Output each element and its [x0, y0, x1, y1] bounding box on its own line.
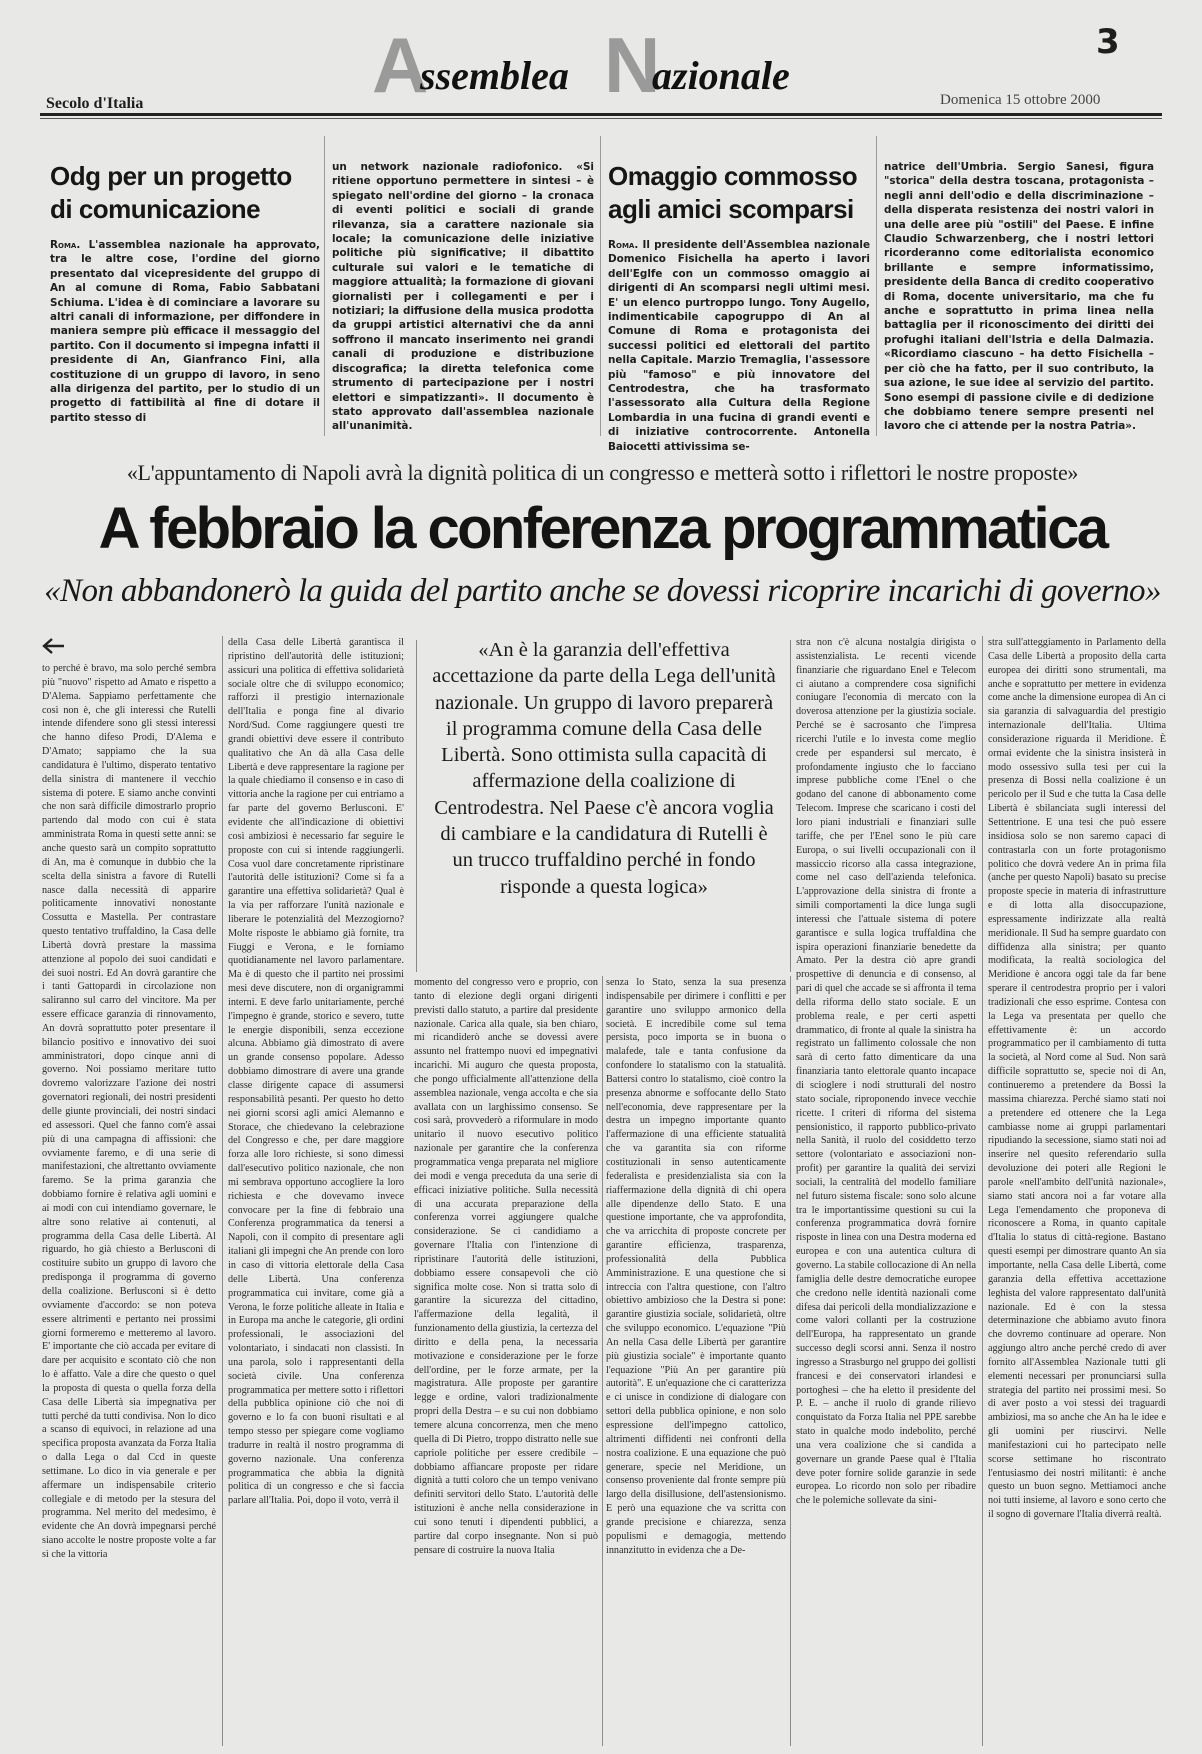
pull-quote-rule — [790, 640, 791, 972]
main-subheadline: «Non abbandonerò la guida del partito anche se dovessi ricoprire incarichi di governo» — [44, 573, 1161, 609]
main-kicker: «L'appuntamento di Napoli avrà la dignità politica di un congresso e metterà sotto i riflettori le nostre proposte» — [126, 460, 1079, 485]
main-article-column-6 — [988, 636, 1166, 1750]
main-article-column-2 — [228, 636, 404, 1750]
column-rule — [876, 136, 877, 436]
article-headline: Odg per un progetto di comunicazione — [50, 161, 292, 224]
masthead-word: azionale — [652, 53, 790, 98]
column-rule — [324, 136, 325, 436]
dateline: Roma. — [50, 239, 81, 251]
article-text — [50, 238, 320, 425]
article-text: natrice dell'Umbria. Sergio Sanesi, figura "storica" della destra toscana, protagonista – negli anni dell'odio e della discriminazione – della disperata resistenza dei nostri valori in una delle aree più "ostili" del Paese. E infine Claudio Schwarzenberg, che i nostri lettori ricorderanno come editorialista economico brillante e sempre informatissimo, presidente della Banca di credito cooperativo di Roma, docente universitario, ma che fu anche e soprattutto in prima linea nella battaglia per il riconoscimento dei diritti dei profughi italiani dell'Istria e della Dalmazia. «Ricordiamo ciascuno – ha detto Fisichella – per ciò che ha fatto, per il suo contributo, la sua azione, le sue idee al servizio del partito. Sono esempi di passione civile e di dedizione che dobbiamo tenere sempre presenti nel lavoro che ci attende per la nostra Patria». — [884, 161, 1154, 433]
masthead-word: ssemblea — [420, 53, 569, 98]
article-headline: Omaggio commosso agli amici scomparsi — [608, 161, 858, 224]
continuation-arrow-icon — [40, 636, 66, 656]
main-article-column-1 — [42, 662, 216, 1750]
article-text-body: L'assemblea nazionale ha approvato, tra le altre cose, l'ordine del giorno presentato dal vicepresidente del gruppo di An al comune di Roma, Fabio Sabbatani Schiuma. L'idea è di cominciare a lavorare su altri canali di informazione, per diffondere in maniera sempre più efficace il messaggio del partito. Con il documento si impegna infatti il presidente di An, Gianfranco Fini, alla costituzione di un gruppo di lavoro, in seno alla dirigenza del partito, per lo studio di un progetto di fattibilità al fine di dotare il partito stesso di — [50, 239, 320, 424]
newspaper-name: Secolo d'Italia — [46, 95, 144, 112]
column-rule — [222, 636, 223, 1746]
column-rule — [602, 976, 603, 1746]
masthead-initial: N — [604, 21, 661, 109]
header-rule-thin — [40, 118, 1162, 119]
main-article-column-4 — [606, 976, 786, 1750]
main-article-column-5 — [796, 636, 976, 1750]
section-masthead — [372, 21, 892, 109]
pull-quote-rule — [416, 640, 417, 972]
column-rule — [600, 136, 601, 436]
article-omaggio — [608, 160, 870, 455]
article-odg — [50, 160, 320, 455]
article-text: un network nazionale radiofonico. «Si ritiene opportuno permettere in sintesi – è spiegato nell'ordine del giorno – la cronaca di eventi politici e sociali di grande rilevanza, sia a carattere nazionale sia locale; la comunicazione delle iniziative politiche più significative; il dibattito culturale sui valori e le tematiche di maggiore attualità; la formazione di giovani giornalisti per i collegamenti e per i notiziari; la diffusione della musica prodotta da gruppi artistici alternativi che da anni soffrono il mancato inserimento nei grandi canali di produzione e distribuzione discografica; la diretta telefonica come strumento di partecipazione per i nostri elettori e simpatizzanti». Il documento è stato approvato dall'assemblea nazionale all'unanimità. — [332, 161, 594, 433]
pull-quote: «An è la garanzia dell'effettiva accettazione da parte della Lega dell'unità nazionale. Un gruppo di lavoro preparerà il programma comune della Casa delle Libertà. Sono ottimista sulla capacità di affermazione della coalizione di Centrodestra. Nel Paese c'è ancora voglia di cambiare e la candidatura di Rutelli è un trucco truffaldino perché in fondo risponde a questa logica» — [432, 639, 776, 898]
article-text: momento del congresso vero e proprio, con tanto di elezione degli organi dirigenti previsti dallo statuto, a partire dal presidente nazionale. Carica alla quale, sia ben chiaro, mi ricandiderò anche se dovessi avere assunto nel frattempo nuovi ed impegnativi incarichi. Mi auguro che questa proposta, che pongo ufficialmente all'attenzione della assemblea nazionale, venga accolta e che sia avallata con un larghissimo consenso. Se così sarà, provvederò a riformulare in modo unitario il nuovo esecutivo politico nazionale per garantire che la conferenza programmatica venga preparata nel migliore dei modi e venga preceduta da una serie di efficaci iniziative politiche. Sulla necessità di una accurata preparazione della conferenza vorrei aggiungere qualche considerazione. Se ci candidiamo a governare l'Italia con l'intenzione di ripristinare l'autorità delle istituzioni, dobbiamo essere consapevoli che ciò significa molte cose. Non si tratta solo di garantire la sicurezza del cittadino, l'affermazione della legalità, il funzionamento della giustizia, la certezza del diritto e della pena, la necessaria motivazione e considerazione per le forze dell'ordine, per le forze armate, per la magistratura. Alle proposte per garantire legge e ordine, valori tradizionalmente propri della Destra – e su cui non dobbiamo temere alcuna concorrenza, men che meno quella di Di Pietro, troppo distratto nelle sue capriole politiche per essere credibile – dobbiamo affiancare proposte per ridare dignità a tutti coloro che un tempo venivano definiti servitori dello Stato. L'autorità delle istituzioni è anche nella considerazione in cui sono tenuti i dipendenti pubblici, a partire dal corpo insegnante. Non si può pensare di costruire la nuova Italia — [414, 977, 598, 1556]
issue-date: Domenica 15 ottobre 2000 — [940, 92, 1101, 108]
main-article-column-3 — [414, 976, 598, 1750]
column-rule — [982, 636, 983, 1746]
main-headline: A febbraio la conferenza programmatica — [98, 496, 1107, 561]
article-text: stra sull'atteggiamento in Parlamento della Casa delle Libertà a proposito della carta europea dei diritti sono strumentali, ma anche e soprattutto per mettere in evidenza come anche la dimensione europea di An ci sia garanzia di salvaguardia del prestigio internazionale dell'Italia. Ultima considerazione riguarda il Meridione. È ormai evidente che la sinistra insisterà in modo ossessivo sulla tesi per cui la presenza di Bossi nella coalizione è un pericolo per il Sud e che tutta la Casa delle Libertà è sbilanciata sugli interessi del Settentrione. E una tesi che può essere insidiosa solo se non saremo capaci di contrastarla con un forte protagonismo politico che dovrà vedere An in prima fila (anche per questo Napoli) basato su precise proposte specie in materia di infrastrutture e di lotta alla disoccupazione, espressamente indirizzate alla realtà meridionale. Il Sud ha sempre guardato con diffidenza alla sinistra; per quanto modificata, la realtà sociologica del Meridione è ancora oggi tale da far bene sperare il centrodestra proprio per i valori tradizionali che esso esprime. Contesa con la Lega va presentata per quello che effettivamente è: un accordo programmatico per il cambiamento di tutta la società, al Nord come al Sud. Non sarà difficile soprattutto se, specie noi di An, continueremo a pretendere da Bossi la massima chiarezza. Perché siamo stati noi a pretendere ed ottenere che la Lega cambiasse nome ai gruppi parlamentari ripudiando la secessione, siamo stati noi ad inserire nel quesito referendario sulla devoluzione dei poteri alle Regioni le parole «nell'ambito dell'unità nazionale», siamo stati ancora noi a far votare alla Lega l'emendamento che proponeva di riconoscere a Roma, in quanto capitale d'Italia lo status di città-regione. Bastano questi esempi per dimostrare quanto An sia importante, nella Casa delle Libertà, come garanzia della effettiva accettazione leghista del valore rappresentato dall'unità nazionale. Ed è con la stessa determinazione che abbiamo avuto finora che dovremo continuare ad operare. Non aggiungo altro anche perché credo di aver fornito all'Assemblea Nazionale tutti gli elementi necessari per pronunciarsi sulla strategia del partito nei prossimi mesi. So di aver posto a voi stessi dei traguardi ambiziosi, ma so anche che An ha le idee e gli uomini per riuscirvi. Nelle manifestazioni cui ho partecipato nelle scorse settimane ho riscontrato l'entusiasmo dei nostri militanti: è anche questo un buon segno. Mettiamoci anche noi tutti insieme, al lavoro e sono certo che il sogno di governare l'Italia diverrà realtà. — [988, 637, 1166, 1521]
dateline: Roma. — [608, 239, 639, 251]
article-text: della Casa delle Libertà garantisca il ripristino dell'autorità delle istituzioni; assicuri una politica di effettiva solidarietà sociale oltre che di sviluppo economico; rafforzi il prestigio internazionale dell'Italia e ponga fine al divario Nord/Sud. Come raggiungere questi tre grandi obiettivi deve essere il contributo qualitativo che An dà alla Casa delle Libertà e deve rappresentare la ragione per la quale chiediamo il consenso e in caso di vittoria anche la ragione per cui entriamo a far parte del governo Berlusconi. E' evidente che all'indicazione di obiettivi così ambiziosi è necessario far seguire le proposte con cui si intende raggiungerli. Cosa vuol dare concretamente ripristinare l'autorità delle istituzioni? Come si fa a garantire una effettiva solidarietà? Qual è la via per rafforzare l'unità nazionale e liberare le potenzialità del Mezzogiorno? Molte risposte le abbiamo già fornite, tra Fiuggi e Verona, e le forniamo quotidianamente nel lavoro parlamentare. Ma è di questo che il partito nei prossimi mesi deve discutere, non di organigrammi interni. E deve farlo unitariamente, perché l'impegno è grande, storico e severo, tutte le energie disponibili, senza eccezione alcuna. Abbiamo già dimostrato di avere un grande consenso popolare. Adesso dobbiamo dimostrare di avere una grande classe dirigente capace di assumersi responsabilità pesanti. Per questo ho detto nei giorni scorsi agli amici Alemanno e Storace, che chiedevano la celebrazione del Congresso e che, per dare maggiore forza alle loro richieste, si sono dimessi dall'esecutivo politico nazionale, che non mi sembrava opportuno accogliere la loro richiesta e che dovevamo invece convocare per la fine di febbraio una Conferenza programmatica da tenersi a Napoli, con il compito di presentare agli italiani gli impegni che An prende con loro in caso di vittoria elettorale della Casa delle Libertà. Una conferenza programmatica cui invitare, come già a Verona, le forze politiche alleate in Italia e in Europa ma anche le categorie, gli ordini professionali, le associazioni del volontariato, i sindacati non classisti. In una parola, solo i rappresentanti della società civile. Una conferenza programmatica per mettere sotto i riflettori della pubblica opinione ciò che noi di governo e lo fa con buoni risultati e al tempo stesso per spiegare come vogliamo tradurre in realtà il nostro programma di governo nazionale. Una conferenza programmatica che abbia la dignità politica di un congresso e che si faccia parlare all'Italia. Poi, dopo il voto, verrà il — [228, 637, 404, 1507]
article-text: senza lo Stato, senza la sua presenza indispensabile per dirimere i conflitti e per garantire uno sviluppo armonico della società. E incredibile come sul tema persista, poco importa se in buona o malafede, tale e tanta confusione da confondere lo statalismo con la statualità. Battersi contro lo statalismo, cioè contro la presenza abnorme e soffocante dello Stato nell'economia, deve rappresentare per la destra un impegno importante quanto l'affermazione di una efficiente statualità che va garantita sia con riforme costituzionali in senso autenticamente federalista e presidenzialista sia con la riaffermazione della dignità di chi opera alle dipendenze dello Stato. E una questione importante, che va approfondita, che va arricchita di proposte concrete per garantire efficienza, trasparenza, professionalità della Pubblica Amministrazione. E una questione che si intreccia con l'altra questione, con l'altro obiettivo ambizioso che la Destra si pone: garantire giustizia sociale, solidarietà, oltre che sviluppo economico. L'equazione "Più An nella Casa delle Libertà per garantire più giustizia sociale" è importante quanto l'equazione "Più An per garantire più autorità". E un'equazione che ci caratterizza e ci unisce in condizione di dialogare con settori della pubblica opinione, e non solo espressione dell'impegno cattolico, altrimenti diffidenti nei confronti della nostra coalizione. E una equazione che può generare, specie nel Meridione, un consenso proveniente dal fronte sempre più largo della disillusione, dell'astensionismo. E però una equazione che va scritta con grande precisione e chiarezza, senza populismi e demagogia, mettendo innanzitutto in evidenza che a De- — [606, 977, 786, 1556]
article-text: stra non c'è alcuna nostalgia dirigista o assistenzialista. Le recenti vicende finanziarie che riguardano Enel e Telecom ci aiutano a comprendere cosa significhi coniugare l'economia di mercato con la doverosa attenzione per la giustizia sociale. Perché se è sacrosanto che l'impresa ricerchi l'utile e lo investa come meglio crede per espandersi sul mercato, è profondamente ingiusto che lo facciano imprese pubbliche come l'Enel o che godano del canone di abbonamento come Telecom. Imprese che scaricano i costi del loro piani industriali e finanziari sulle tariffe, che per l'Enel sono le più care Europa, o sui livelli occupazionali con il massiccio ricorso alla cassa integrazione, come nel caso dell'azienda telefonica. L'approvazione della sinistra di fronte a simili comportamenti la dice lunga sugli interessi che l'attuale sistema di potere garantisce e sulla logica truffaldina che ispira operazioni finanziarie benedette da Amato. Per la destra ciò apre grandi prospettive di denuncia e di consenso, al pari di quel che accade se si affronta il tema della riforma dello stato sociale. E un problema reale, e per certi aspetti drammatico, di fronte al quale la sinistra ha registrato un fallimento colossale che non sarà di certo fatto dimenticare da una finanziaria tanto elettorale quanto incapace di scioglere i nodi strutturali del nostro stato sociale, riproponendo invece vecchie ricette. I criteri di riforma del sistema pensionistico, il rapporto pubblico-privato nella Sanità, il ruolo del cosiddetto terzo settore (volontariato e associazioni non-profit) per garantire la qualità dei servizi sociali, la centralità del modello familiare nel futuro sistema fiscale: sono solo alcune tra le importantissime questioni su cui la conferenza programmatica dovrà fornire risposte in linea con una Destra moderna ed europea e con una autentica cultura di governo. La stabile collocazione di An nella famiglia delle destre democratiche europee che credono nelle identità nazionali come difesa dai pericoli della mondializzazione e come valori collanti per la costruzione dell'Europa, ha rappresentato un grande successo degli scorsi anni. Senza il nostro ingresso a Strasburgo nel gruppo dei gollisti francesi e dei conservatori irlandesi e portoghesi – che ha eletto il presidente del P. E. – anche il ruolo di grande rilievo conquistato da Forza Italia nel PPE sarebbe stato in qualche modo indebolito, perché una vera coalizione che si candida a governare un grande Paese qual è l'Italia deve poter fornire solide garanzie in sede europea. Lo ricordo non solo per ribadire che le polemiche sollevate da sini- — [796, 637, 976, 1507]
masthead-initial: A — [372, 21, 429, 109]
article-text: to perché è bravo, ma solo perché sembra più "nuovo" rispetto ad Amato e rispetto a D'Alema. Sappiamo perfettamente che così non è, che gli interessi che Rutelli intende difendere sono gli stessi interessi che hanno difeso Prodi, D'Alema e D'Amato; sappiamo che la sua candidatura è l'ultimo, disperato tentativo della sinistra di mantenere il vecchio sistema di potere. E siamo anche convinti che non sarà difficile dimostrarlo proprio partendo dal modo con cui è stata amministrata Roma in questi sette anni: se anche questo sarà un compito soprattutto di An, ma è comunque in dubbio che la scelta della sinistra a favore di Rutelli nasce dalla necessità di apparire politicamente innovativi nonostante Cossutta e Mastella. Per contrastare questo tentativo truffaldino, la Casa delle Libertà dovrà prestare la massima attenzione al popolo dei suoi candidati e dei suoi nostri. Ed An dovrà garantire che i tanti Gattopardi in circolazione non saliranno sul carro del vincitore. Ma per essere efficace garanzia di rinnovamento, An dovrà soprattutto poter presentare il bilancio positivo e innovativo dei suoi amministratori, dopo cinque anni di governo. Noi possiamo meritare tutto dovremo valorizzare l'azione dei nostri governatori regionali, dei nostri presidenti delle giunte provinciali, dei nostri sindaci ed assessori. Quel che fanno com'è assai più di una campagna di affissioni: che ovviamente faremo, e di una serie di manifestazioni, che altrettanto ovviamente faremo. Se la prima garanzia che dobbiamo fornire è relativa agli uomini e ai modi con cui intendiamo governare, le altre sono relative ai contenuti, al programma della Casa delle Libertà. Al riguardo, ho già chiesto a Berlusconi di costituire subito un gruppo di lavoro che predisponga il programma di governo della coalizione. Berlusconi si è detto ovviamente d'accordo: se non poteva essere altrimenti e pertanto nei prossimi giorni formeremo e metteremo al lavoro. E' importante che ciò accada per evitare di dare per acquisito e scontato ciò che non lo è affatto. Vale a dire che questo o quel la proposta di questa o quella forza della Casa delle Libertà sia impegnativa per tutti perché da tutti condivisa. Non lo dico a scanso di equivoci, in relazione ad una specifica proposta avanzata da Forza Italia o dalla Lega o dal Ccd in queste settimane. Lo dico in via generale e per affermare un indispensabile criterio collegiale e di metodo per la stesura del programma. Nel merito del medesimo, è evidente che An dovrà impegnarsi perché siano accolte le nostre proposte volte a far sì che la vittoria — [42, 663, 216, 1560]
page-number: 3 — [1096, 22, 1120, 62]
article-omaggio-column-2 — [884, 160, 1154, 455]
article-text — [608, 238, 870, 454]
column-rule — [790, 976, 791, 1746]
article-text-body: Il presidente dell'Assemblea nazionale Domenico Fisichella ha aperto i lavori dell'Eglfe con un commosso omaggio ai dirigenti di An scomparsi negli ultimi mesi. E' un elenco purtroppo lungo. Tony Augello, indimenticabile capogruppo di An al Comune di Roma e protagonista dei successi politici ed elettorali del partito nella Capitale. Marzio Tremaglia, l'assessore più "famoso" e più innovatore del Centrodestra, che ha trasformato l'assessorato alla Cultura della Regione Lombardia in una fucina di grandi eventi e di iniziative controcorrente. Antonella Baiocetti attivissima se- — [608, 239, 870, 453]
article-odg-column-2 — [332, 160, 594, 455]
header-rule — [40, 113, 1162, 116]
